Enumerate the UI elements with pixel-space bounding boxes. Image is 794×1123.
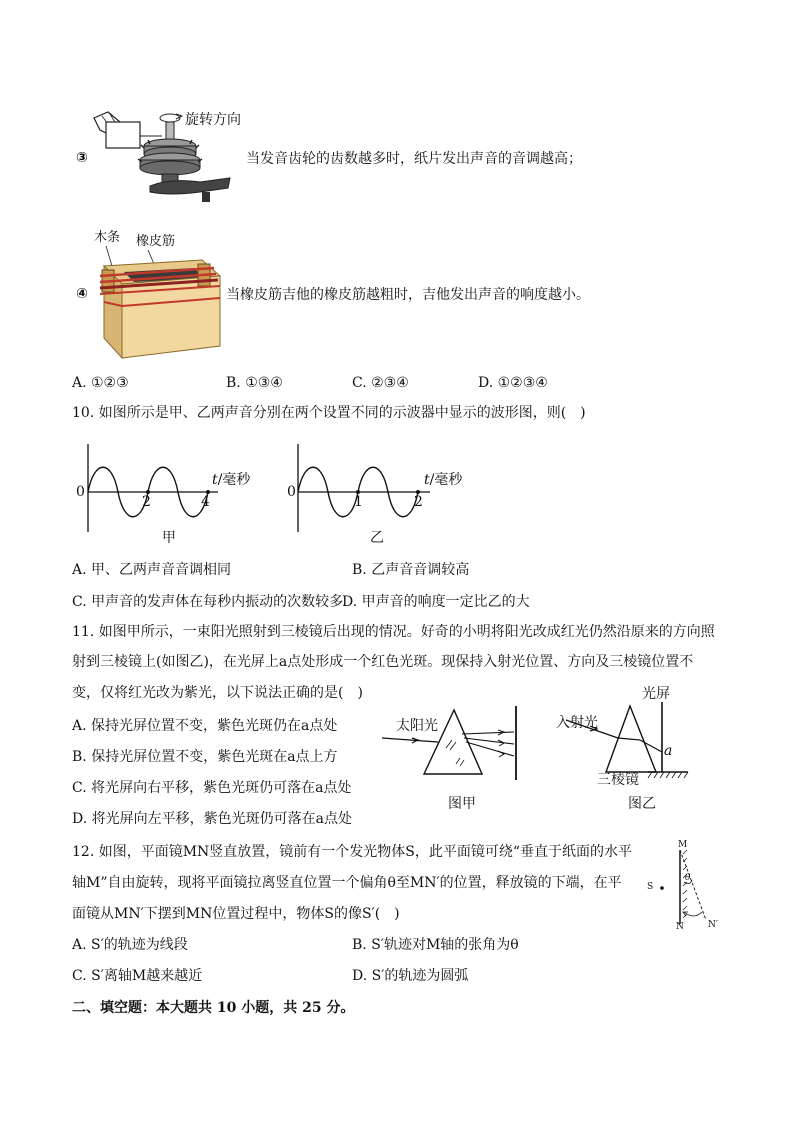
q11-option-c[interactable]: C. 将光屏向右平移，紫色光斑仍可落在a点处 bbox=[72, 780, 352, 796]
q10-option-a[interactable]: A. 甲、乙两声音音调相同 bbox=[72, 562, 232, 578]
graph-yi-tick-2: 2 bbox=[414, 494, 423, 510]
q9-option-b[interactable]: B. ①③④ bbox=[226, 375, 283, 391]
graph-jia-tick-1: 2 bbox=[142, 494, 151, 510]
screen-label: 光屏 bbox=[642, 686, 670, 702]
mirror-label-n-prime: N′ bbox=[708, 920, 718, 930]
mirror-label-n: N bbox=[676, 922, 684, 932]
item3-marker: ③ bbox=[76, 150, 88, 166]
wood-strip-label: 木条 bbox=[94, 230, 121, 245]
q9-option-a[interactable]: A. ①②③ bbox=[72, 375, 129, 391]
mirror-label-s: S bbox=[647, 882, 654, 892]
graph-yi-axis-label: t/毫秒 bbox=[424, 472, 463, 488]
q12-option-a[interactable]: A. S′的轨迹为线段 bbox=[72, 937, 188, 953]
mirror-label-m: M bbox=[678, 840, 688, 850]
q10-option-b[interactable]: B. 乙声音音调较高 bbox=[352, 562, 470, 578]
graph-jia-tick-2: 4 bbox=[201, 494, 210, 510]
graph-jia-axis-label: t/毫秒 bbox=[212, 472, 251, 488]
gear-stack bbox=[138, 139, 202, 175]
rotate-direction-label: 旋转方向 bbox=[185, 112, 241, 128]
q11-option-d[interactable]: D. 将光屏向左平移，紫色光斑仍可落在a点处 bbox=[72, 811, 352, 827]
q12-option-c[interactable]: C. S′离轴M越来越近 bbox=[72, 968, 203, 984]
rubber-band-guitar-illustration bbox=[94, 246, 230, 364]
incident-light-label: 入射光 bbox=[556, 715, 598, 731]
q9-option-c[interactable]: C. ②③④ bbox=[352, 375, 409, 391]
q11-option-b[interactable]: B. 保持光屏位置不变，紫色光斑在a点上方 bbox=[72, 749, 338, 765]
sunlight-label: 太阳光 bbox=[396, 718, 438, 734]
graph-yi-tick-1: 1 bbox=[354, 494, 363, 510]
q9-option-d[interactable]: D. ①②③④ bbox=[478, 375, 548, 391]
q12-option-b[interactable]: B. S′轨迹对M轴的张角为θ bbox=[352, 937, 519, 953]
item3-text: 当发音齿轮的齿数越多时，纸片发出声音的音调越高； bbox=[246, 151, 582, 167]
q11-stem-line-3: 变，仅将红光改为紫光，以下说法正确的是( ) bbox=[72, 685, 363, 701]
rubber-band-label: 橡皮筋 bbox=[136, 234, 176, 249]
q12-stem-line-2: 轴M”自由旋转，现将平面镜拉离竖直位置一个偏角θ至MN′的位置，释放镜的下端，在平 bbox=[72, 875, 622, 891]
item4-marker: ④ bbox=[76, 286, 88, 302]
q11-stem-line-2: 射到三棱镜上(如图乙)，在光屏上a点处形成一个红色光斑。现保持入射光位置、方向及三棱镜位置不 bbox=[72, 654, 694, 670]
q10-option-c[interactable]: C. 甲声音的发声体在每秒内振动的次数较多 bbox=[72, 594, 344, 610]
figure-yi-caption: 图乙 bbox=[628, 796, 656, 812]
q10-stem: 10. 如图所示是甲、乙两声音分别在两个设置不同的示波器中显示的波形图，则( ) bbox=[72, 405, 586, 421]
q12-stem-line-3: 面镜从MN′下摆到MN位置过程中，物体S的像S′( ) bbox=[72, 906, 400, 922]
q11-option-a[interactable]: A. 保持光屏位置不变，紫色光斑仍在a点处 bbox=[72, 718, 338, 734]
section-2-heading: 二、填空题：本大题共 10 小题，共 25 分。 bbox=[72, 1000, 355, 1016]
prism-label: 三棱镜 bbox=[597, 772, 639, 788]
graph-yi-caption: 乙 bbox=[370, 530, 384, 546]
graph-jia-origin: 0 bbox=[76, 484, 85, 500]
item4-text: 当橡皮筋吉他的橡皮筋越粗时，吉他发出声音的响度越小。 bbox=[226, 287, 590, 303]
graph-yi-origin: 0 bbox=[287, 484, 296, 500]
q12-stem-line-1: 12. 如图，平面镜MN竖直放置，镜前有一个发光物体S，此平面镜可绕“垂直于纸面的水平 bbox=[72, 844, 633, 860]
q10-option-d[interactable]: D. 甲声音的响度一定比乙的大 bbox=[342, 594, 530, 610]
object-s-dot bbox=[660, 886, 664, 890]
figure-jia-caption: 图甲 bbox=[448, 796, 476, 812]
q11-stem-line-1: 11. 如图甲所示，一束阳光照射到三棱镜后出现的情况。好奇的小明将阳光改成红光仍然沿原来的方向照 bbox=[72, 624, 715, 640]
graph-jia-caption: 甲 bbox=[162, 530, 176, 546]
q12-option-d[interactable]: D. S′的轨迹为圆弧 bbox=[352, 968, 469, 984]
paper-card bbox=[106, 122, 140, 148]
point-a-label: a bbox=[664, 743, 673, 759]
mirror-label-theta: θ bbox=[685, 873, 691, 883]
